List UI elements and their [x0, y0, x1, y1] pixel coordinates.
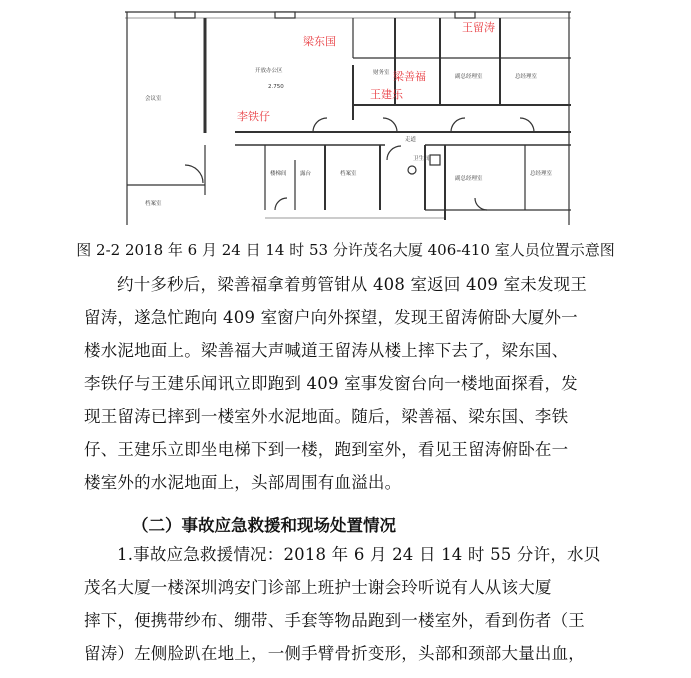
room-label-meeting: 会议室: [145, 96, 162, 102]
section-heading: （二）事故应急救援和现场处置情况: [132, 516, 396, 535]
person-label-liang-dongguo: 梁东国: [303, 35, 336, 48]
room-label-boss: 总经理室: [515, 74, 538, 80]
floor-plan-figure: [125, 10, 571, 230]
room-label-archive-left: 档案室: [145, 201, 162, 207]
figure-caption: 图 2-2 2018 年 6 月 24 日 14 时 53 分许茂名大厦 406-410 室人员位置示意图: [76, 241, 615, 259]
room-label-finance: 财务室: [373, 70, 390, 76]
room-label-deputy: 副总经理室: [455, 74, 483, 80]
person-label-liang-shanfu: 梁善福: [393, 70, 426, 83]
dimension-note: 2.750: [268, 84, 284, 90]
paragraph-2-line: 1.事故应急救援情况：2018 年 6 月 24 日 14 时 55 分许，水贝: [117, 545, 601, 564]
paragraph-1-line: 楼室外的水泥地面上，头部周围有血溢出。: [84, 473, 402, 492]
room-label-toilet: 卫生间: [413, 156, 430, 162]
paragraph-1-line: 现王留涛已摔到一楼室外水泥地面。随后，梁善福、梁东国、李铁: [84, 407, 569, 426]
paragraph-2-line: 留涛）左侧脸趴在地上，一侧手臂骨折变形，头部和颈部大量出血，: [84, 644, 585, 663]
paragraph-1-line: 李铁仔与王建乐闻讯立即跑到 409 室事发窗台向一楼地面探看，发: [84, 374, 578, 393]
paragraph-1-line: 楼水泥地面上。梁善福大声喊道王留涛从楼上摔下去了，梁东国、: [84, 341, 569, 360]
paragraph-1: [84, 268, 610, 499]
room-label-archive: 档案室: [340, 171, 357, 177]
person-label-wang-liutao: 王留涛: [462, 21, 495, 34]
paragraph-2: [84, 538, 610, 670]
paragraph-2-line: 摔下，便携带纱布、绷带、手套等物品跑到一楼室外，看到伤者（王: [84, 611, 585, 630]
person-label-li-tiezi: 李铁仔: [237, 110, 270, 123]
room-label-deputy2: 副总经理室: [455, 176, 483, 182]
person-label-wang-jianle: 王建乐: [370, 88, 403, 101]
paragraph-1-line: 约十多秒后，梁善福拿着剪管钳从 408 室返回 409 室未发现王: [117, 275, 588, 294]
paragraph-2-line: 茂名大厦一楼深圳鸿安门诊部上班护士谢会玲听说有人从该大厦: [84, 578, 552, 597]
room-label-corridor: 走道: [405, 137, 417, 143]
room-label-stairs: 楼梯间: [270, 171, 287, 177]
paragraph-1-line: 留涛，遂急忙跑向 409 室窗户向外探望，发现王留涛俯卧大厦外一: [84, 308, 578, 327]
room-label-general: 总经理室: [530, 171, 553, 177]
room-label-balcony: 露台: [300, 171, 312, 177]
paragraph-1-line: 仔、王建乐立即坐电梯下到一楼，跑到室外，看见王留涛俯卧在一: [84, 440, 569, 459]
room-label-open-office: 开放办公区: [255, 68, 283, 74]
